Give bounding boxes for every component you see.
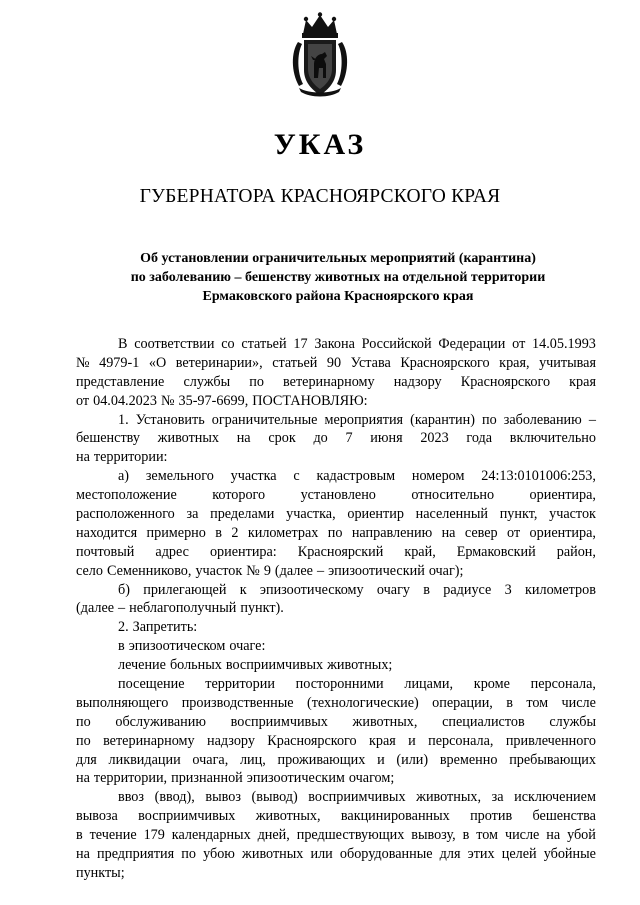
body-line: б) прилегающей к эпизоотическому очагу в радиусе 3 километров bbox=[118, 581, 596, 598]
body-line: для ликвидации очага, лиц, проживающих и (или) временно пребывающих bbox=[76, 751, 596, 768]
body-line: на предприятия по убою животных или оборудованные для этих целей убойные bbox=[76, 846, 596, 863]
body-line: бешенству животных на срок до 7 июня 2023 года включительно bbox=[76, 430, 596, 447]
body-line: ввоз (ввод), вывоз (вывод) восприимчивых животных, за исключением bbox=[118, 789, 596, 806]
subject-line: Ермаковского района Красноярского края bbox=[202, 289, 474, 304]
subject-line: Об установлении ограничительных мероприятий (карантина) bbox=[140, 251, 536, 266]
body-line: от 04.04.2023 № 35-97-6699, ПОСТАНОВЛЯЮ: bbox=[76, 392, 368, 409]
body-line: по обслуживанию восприимчивых животных, специалистов службы bbox=[76, 713, 596, 730]
decree-subject bbox=[60, 249, 616, 306]
body-line: лечение больных восприимчивых животных; bbox=[118, 657, 393, 674]
body-line: почтовый адрес ориентира: Красноярский край, Ермаковский район, bbox=[76, 543, 596, 560]
body-line: вывоза восприимчивых животных, вакцинированных против бешенства bbox=[76, 808, 596, 825]
body-line: пункты; bbox=[76, 864, 125, 881]
issuer-title: ГУБЕРНАТОРА КРАСНОЯРСКОГО КРАЯ bbox=[139, 186, 501, 207]
body-line: выполняющего производственные (технологические) операции, в том числе bbox=[76, 694, 596, 711]
body-line: (далее – неблагополучный пункт). bbox=[76, 600, 284, 617]
document-type-title: УКАЗ bbox=[273, 128, 367, 161]
body-line: по ветеринарному надзору Красноярского края и персонала, привлеченного bbox=[76, 732, 596, 749]
body-line: местоположение которого установлено относительно ориентира, bbox=[76, 487, 596, 504]
body-line: на территории, признанной эпизоотическим очагом; bbox=[76, 770, 395, 787]
decree-body bbox=[76, 335, 596, 883]
body-line: на территории: bbox=[76, 449, 168, 466]
body-line: 1. Установить ограничительные мероприятия (карантин) по заболеванию – bbox=[118, 411, 596, 428]
body-line: в течение 179 календарных дней, предшествующих вывозу, в том числе на убой bbox=[76, 827, 596, 844]
body-line: посещение территории посторонними лицами, кроме персонала, bbox=[118, 676, 596, 693]
body-line: село Семенниково, участок № 9 (далее – эпизоотический очаг); bbox=[76, 562, 464, 579]
body-line: а) земельного участка с кадастровым номером 24:13:0101006:253, bbox=[118, 468, 596, 485]
body-line: в эпизоотическом очаге: bbox=[118, 638, 266, 655]
body-line: расположенного за пределами участка, ориентир населенный пункт, участок bbox=[76, 506, 596, 523]
subject-line: по заболеванию – бешенству животных на отдельной территории bbox=[130, 270, 546, 285]
body-line: представление службы по ветеринарному надзору Красноярского края bbox=[76, 373, 596, 390]
body-line: 2. Запретить: bbox=[118, 619, 198, 636]
coat-of-arms-emblem bbox=[289, 12, 351, 98]
body-line: находится примерно в 2 километрах по направлению на север от ориентира, bbox=[76, 524, 596, 541]
body-line: В соответствии со статьей 17 Закона Российской Федерации от 14.05.1993 bbox=[118, 336, 596, 352]
body-line: № 4979-1 «О ветеринарии», статьей 90 Устава Красноярского края, учитывая bbox=[76, 354, 596, 371]
